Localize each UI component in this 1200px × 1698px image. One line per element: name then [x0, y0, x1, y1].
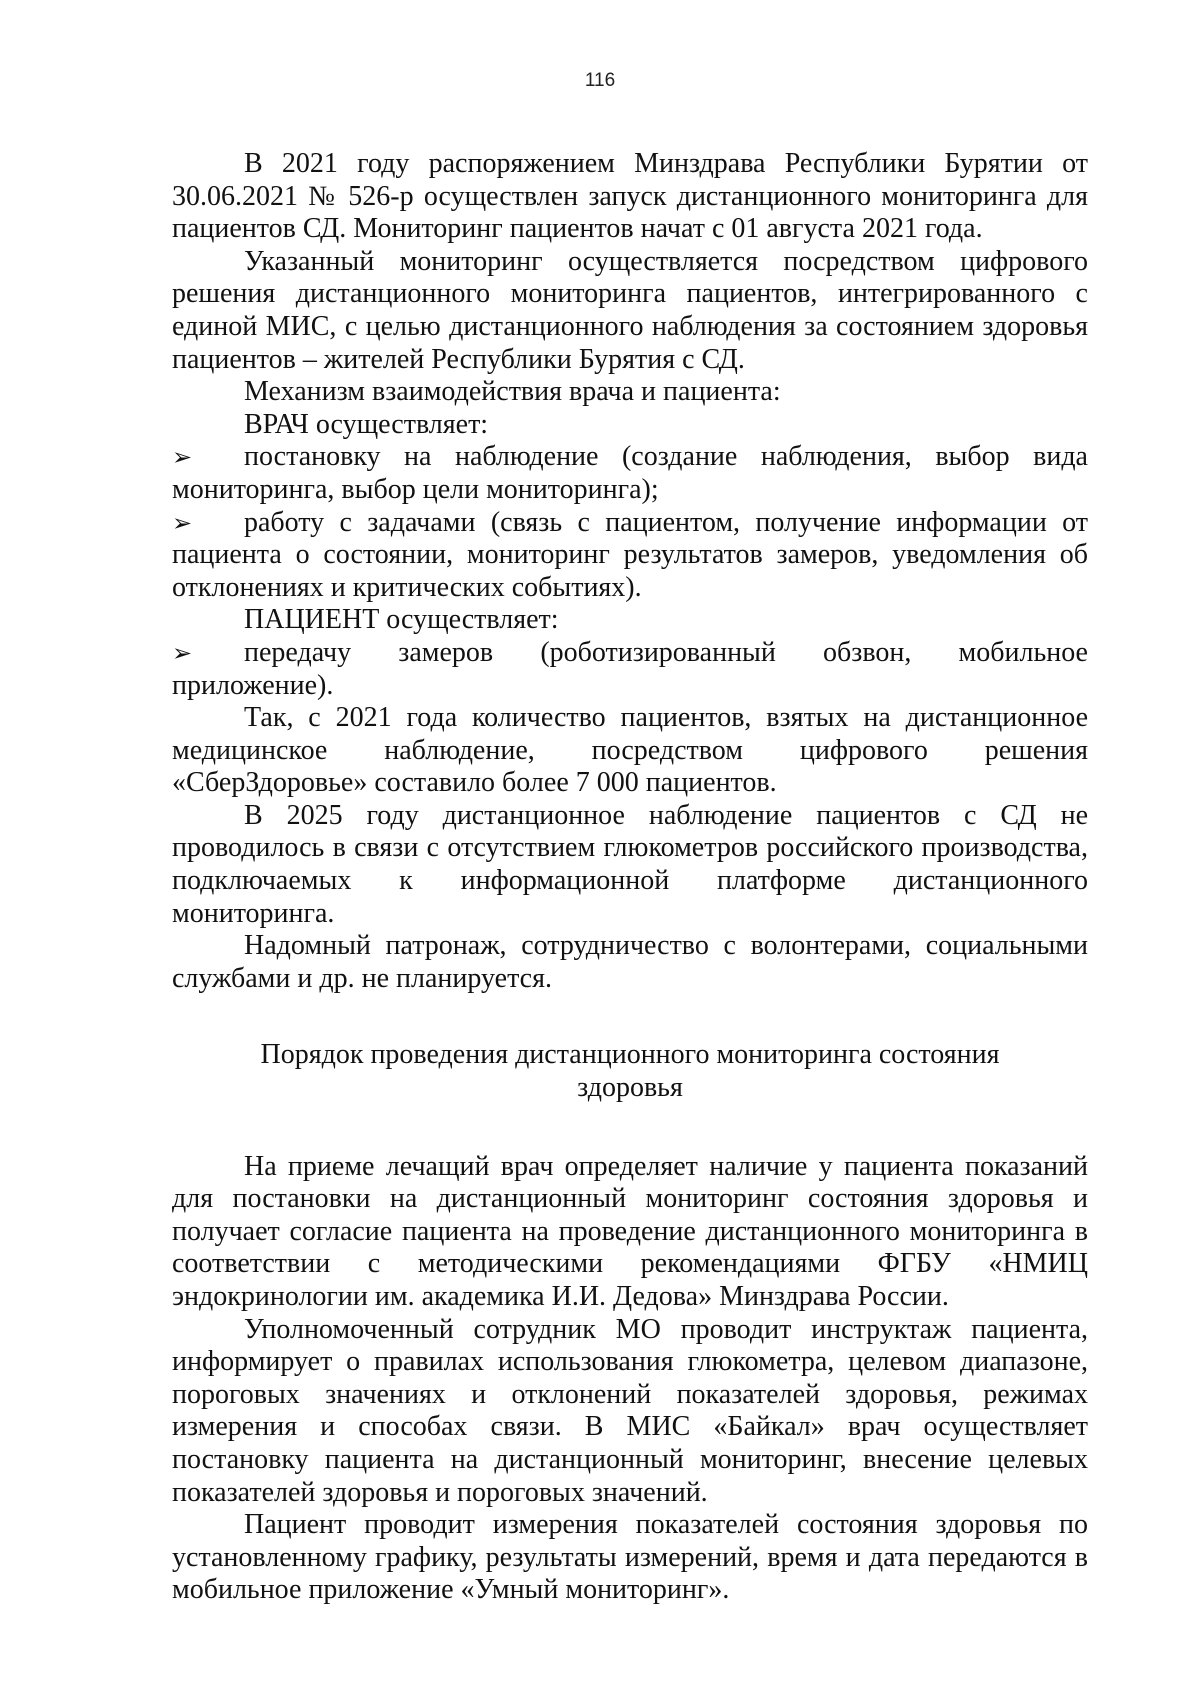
doctor-bullet-item: [172, 507, 1088, 605]
paragraph-remote-monitoring-launch: В 2021 году распоряжением Минздрава Республики Бурятии от 30.06.2021 № 526-р осуществлен запуск дистанционного мониторинга для пациентов СД. Мониторинг пациентов начат с 01 августа 2021 года.: [172, 148, 1088, 245]
arrow-bullet-icon: ➢: [172, 638, 193, 667]
paragraph-patient-heading: ПАЦИЕНТ осуществляет:: [244, 604, 559, 636]
paragraph-patient-measurements: Пациент проводит измерения показателей состояния здоровья по установленному графику, результаты измерений, время и дата передаются в мобильное приложение «Умный мониторинг».: [172, 1509, 1088, 1606]
paragraph-home-patronage: Надомный патронаж, сотрудничество с волонтерами, социальными службами и др. не планируется.: [172, 930, 1088, 994]
doctor-bullet-text: работу с задачами (связь с пациентом, получение информации от пациента о состоянии, мониторинг результатов замеров, уведомления об отклонениях и критических событиях).: [172, 506, 1088, 603]
paragraph-doctor-assessment: На приеме лечащий врач определяет наличие у пациента показаний для постановки на дистанционный мониторинг состояния здоровья и получает согласие пациента на проведение дистанционного мониторинга в соответствии с методическими рекомендациями ФГБУ «НМИЦ эндокринологии им. академика И.И. Дедова» Минздрава России.: [172, 1150, 1088, 1312]
section-heading: [172, 1039, 1088, 1104]
paragraph-interaction-mechanism: Механизм взаимодействия врача и пациента:: [244, 376, 781, 408]
section-heading-line: здоровья: [577, 1072, 683, 1104]
doctor-bullet-item: [172, 441, 1088, 506]
arrow-bullet-icon: ➢: [172, 443, 193, 472]
paragraph-patient-count: Так, с 2021 года количество пациентов, взятых на дистанционное медицинское наблюдение, посредством цифрового решения «СберЗдоровье» составило более 7 000 пациентов.: [172, 702, 1088, 799]
paragraph-monitoring-description: Указанный мониторинг осуществляется посредством цифрового решения дистанционного мониторинга пациентов, интегрированного с единой МИС, с целью дистанционного наблюдения за состоянием здоровья пациентов – жителей Республики Бурятия с СД.: [172, 245, 1088, 375]
paragraph-staff-instruction: Уполномоченный сотрудник МО проводит инструктаж пациента, информирует о правилах использования глюкометра, целевом диапазоне, пороговых значениях и отклонений показателей здоровья, режимах измерения и способах связи. В МИС «Байкал» врач осуществляет постановку пациента на дистанционный мониторинг, внесение целевых показателей здоровья и пороговых значений.: [172, 1313, 1088, 1508]
paragraph-doctor-heading: ВРАЧ осуществляет:: [244, 408, 489, 440]
doctor-bullet-text: постановку на наблюдение (создание наблюдения, выбор вида мониторинга, выбор цели мониторинга);: [172, 441, 1088, 505]
patient-bullet-text: передачу замеров (роботизированный обзвон, мобильное приложение).: [172, 636, 1088, 701]
page-number: 116: [584, 70, 616, 91]
document-body: [172, 148, 1088, 1607]
arrow-bullet-icon: ➢: [172, 508, 193, 537]
section-heading-line: Порядок проведения дистанционного мониторинга состояния: [260, 1039, 1000, 1071]
paragraph-2025-status: В 2025 году дистанционное наблюдение пациентов с СД не проводилось в связи с отсутствием глюкометров российского производства, подключаемых к информационной платформе дистанционного мониторинга.: [172, 799, 1088, 929]
patient-bullet-item: [172, 637, 1088, 702]
